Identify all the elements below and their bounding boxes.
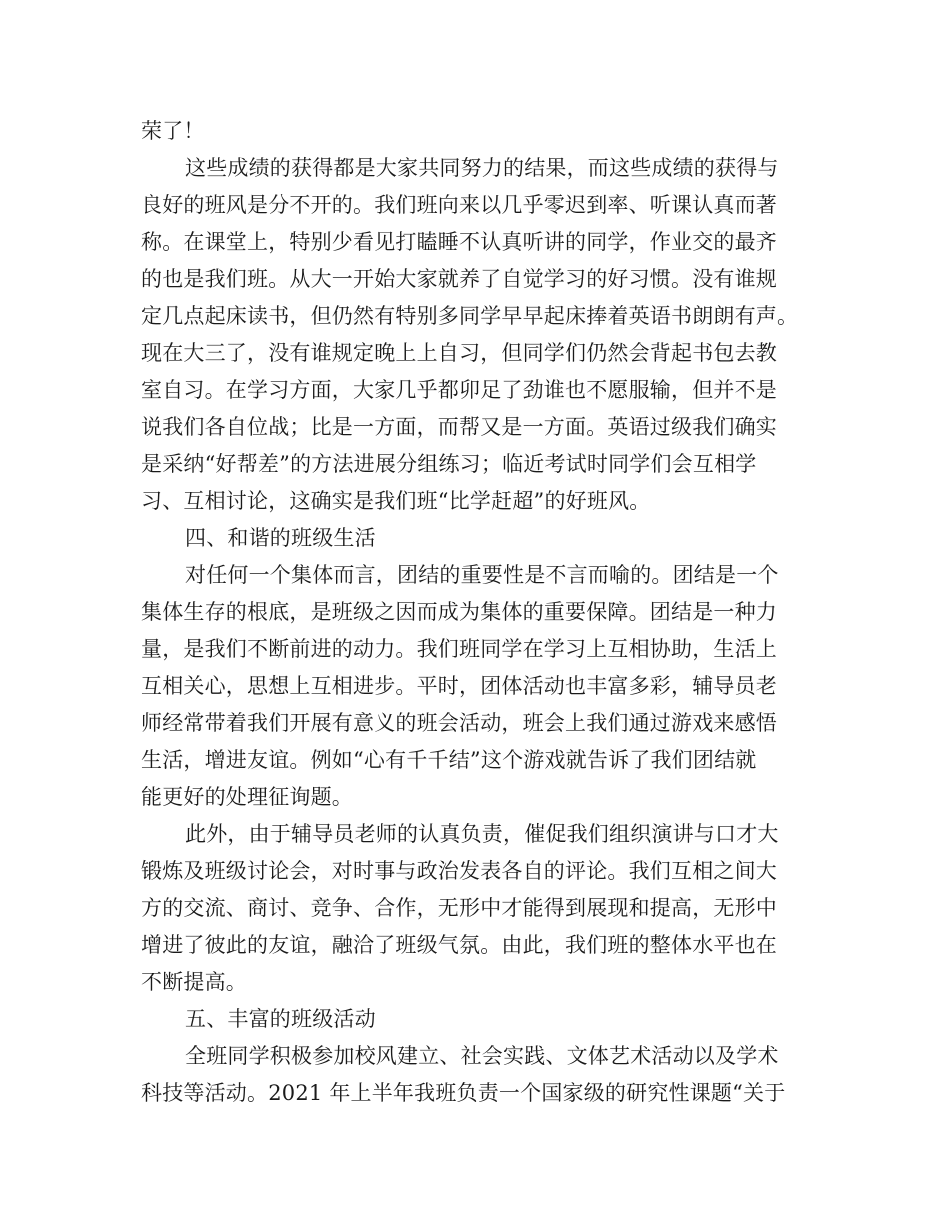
text-line: 能更好的处理征询题。 <box>141 785 353 809</box>
text-line: 师经常带着我们开展有意义的班会活动，班会上我们通过游戏来感悟 <box>141 711 777 735</box>
text-line: 的也是我们班。从大一开始大家就养了自觉学习的好习惯。没有谁规 <box>141 267 777 291</box>
text-line: 称。在课堂上，特别少看见打瞌睡不认真听讲的同学，作业交的最齐 <box>141 230 777 254</box>
text-line: 锻炼及班级讨论会，对时事与政治发表各自的评论。我们互相之间大 <box>141 859 777 883</box>
text-line: 现在大三了，没有谁规定晚上上自习，但同学们仍然会背起书包去教 <box>141 341 777 365</box>
text-line: 量，是我们不断前进的动力。我们班同学在学习上互相协助，生活上 <box>141 637 777 661</box>
text-line: 不断提高。 <box>141 970 247 994</box>
paragraph-start: 全班同学积极参加校风建立、社会实践、文体艺术活动以及学术 <box>185 1044 779 1068</box>
text-line: 良好的班风是分不开的。我们班向来以几乎零迟到率、听课认真而著 <box>141 193 777 217</box>
paragraph-start: 这些成绩的获得都是大家共同努力的结果，而这些成绩的获得与 <box>185 156 779 180</box>
text-line: 说我们各自位战；比是一方面，而帮又是一方面。英语过级我们确实 <box>141 415 777 439</box>
paragraph-start: 对任何一个集体而言，团结的重要性是不言而喻的。团结是一个 <box>185 563 779 587</box>
text-line: 定几点起床读书，但仍然有特别多同学早早起床捧着英语书朗朗有声。 <box>141 304 799 328</box>
text-line: 是采纳“好帮差”的方法进展分组练习；临近考试时同学们会互相学 <box>141 452 757 476</box>
text-line: 集体生存的根底，是班级之因而成为集体的重要保障。团结是一种力 <box>141 600 777 624</box>
paragraph-start: 此外，由于辅导员老师的认真负责，催促我们组织演讲与口才大 <box>185 822 779 846</box>
text-line: 方的交流、商讨、竞争、合作，无形中才能得到展现和提高，无形中 <box>141 896 777 920</box>
text-line: 科技等活动。2021 年上半年我班负责一个国家级的研究性课题“关于 <box>141 1081 786 1105</box>
text-line: 生活，增进友谊。例如“心有千千结”这个游戏就告诉了我们团结就 <box>141 748 757 772</box>
text-line: 荣了！ <box>141 119 205 143</box>
text-line: 习、互相讨论，这确实是我们班“比学赶超”的好班风。 <box>141 489 651 513</box>
text-line: 室自习。在学习方面，大家几乎都卯足了劲谁也不愿服输，但并不是 <box>141 378 777 402</box>
section-heading: 五、丰富的班级活动 <box>185 1007 376 1031</box>
text-line: 增进了彼此的友谊，融洽了班级气氛。由此，我们班的整体水平也在 <box>141 933 777 957</box>
section-heading: 四、和谐的班级生活 <box>185 526 376 550</box>
text-line: 互相关心，思想上互相进步。平时，团体活动也丰富多彩，辅导员老 <box>141 674 777 698</box>
